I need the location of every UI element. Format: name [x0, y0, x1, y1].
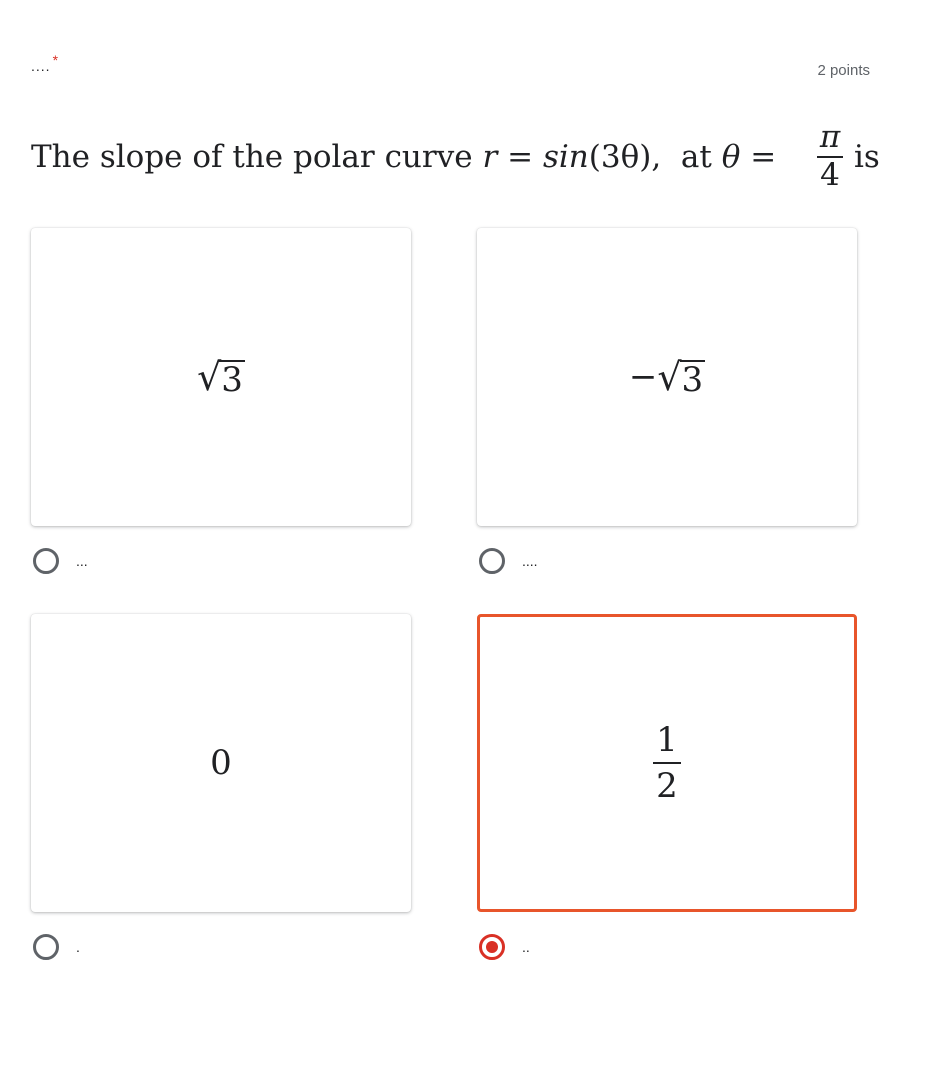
minus-sign: − — [628, 357, 658, 397]
question-line: The slope of the polar curve r = sin(3θ), at θ = — [31, 139, 777, 175]
radio-option-1[interactable] — [33, 548, 59, 574]
option-card-sqrt3[interactable] — [31, 228, 411, 526]
math-sqrt: √ 3 — [657, 354, 704, 400]
option-label-3: . — [76, 939, 80, 955]
math-value: 0 — [210, 743, 232, 783]
math-sqrt: √ 3 — [197, 354, 243, 400]
option-label-2: .... — [522, 553, 538, 569]
points-label: 2 points — [817, 62, 870, 79]
question-text — [31, 120, 891, 200]
radio-option-3[interactable] — [33, 934, 59, 960]
math-fraction: $\frac{1}{2}$ — [653, 720, 681, 806]
question-title: .... * — [31, 52, 60, 74]
option-card-one-half[interactable] — [477, 614, 857, 912]
option-card-zero[interactable] — [31, 614, 411, 912]
option-label-1: ... — [76, 553, 88, 569]
radio-option-2[interactable] — [479, 548, 505, 574]
radio-option-4-selected[interactable] — [479, 934, 505, 960]
question-fraction: π 4 — [814, 120, 846, 194]
option-card-neg-sqrt3[interactable] — [477, 228, 857, 526]
required-marker: * — [52, 52, 60, 68]
question-suffix: is — [854, 139, 880, 175]
option-label-4: .. — [522, 939, 530, 955]
